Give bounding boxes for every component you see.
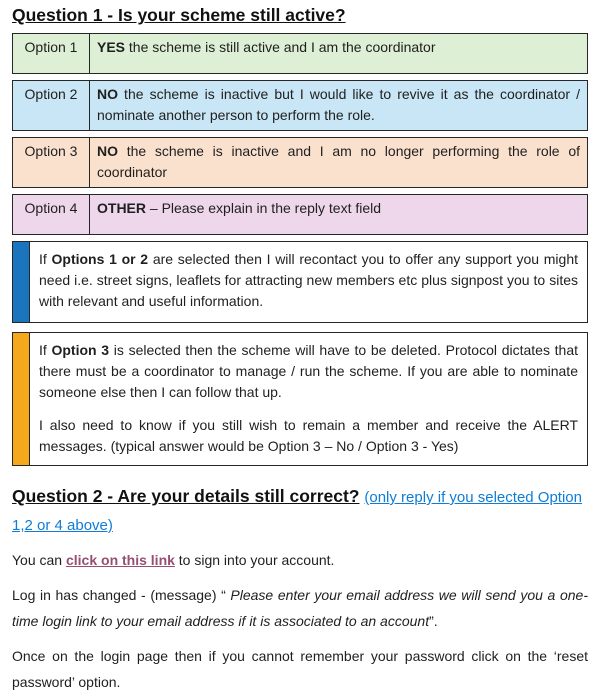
option-2-row (12, 80, 588, 131)
question2-heading (12, 483, 588, 539)
sign-in-link[interactable]: click on this link (65, 552, 175, 568)
support-note-prefix: If (39, 251, 52, 267)
option-3-lead: NO (97, 143, 118, 159)
option-2-label: Option 2 (24, 86, 78, 102)
option-1-text: the scheme is still active and I am the coordinator (125, 39, 436, 55)
support-note-text (30, 242, 587, 322)
support-note-body: are selected then I will recontact you to offer any support you might need i.e. street signs, leaflets for attracting new members etc plus signpost you to sites with relevant and useful information. (39, 251, 579, 309)
blue-bar (13, 242, 30, 322)
question1-heading: Question 1 - Is your scheme still active? (12, 5, 346, 25)
deletion-note-prefix: If (39, 342, 52, 358)
question2-heading-text: Question 2 - Are your details still correct? (12, 486, 360, 506)
support-note-box (12, 241, 588, 323)
option-4-text-cell (90, 195, 587, 234)
option-2-text-cell (90, 81, 587, 130)
sign-in-suffix: to sign into your account. (174, 552, 335, 568)
option-4-lead: OTHER (97, 200, 146, 216)
login-changed-message: Please enter your email address we will send you a one-time login link to your email address if it is associated to an account (12, 587, 588, 629)
login-changed-paragraph (12, 582, 588, 634)
option-4-text: – Please explain in the reply text field (146, 200, 382, 216)
only-reply-link[interactable]: (only reply if you selected Option 1,2 or 4 above) (12, 489, 582, 534)
option-3-label: Option 3 (24, 143, 78, 159)
yellow-bar (13, 333, 30, 465)
option-1-lead: YES (97, 39, 126, 55)
option-4-label: Option 4 (24, 200, 78, 216)
deletion-note-paragraph2: I also need to know if you still wish to remain a member and receive the ALERT messages. (typical answer would be Option 3 – No / Option 3 - Yes) (39, 417, 578, 454)
option-1-row (12, 33, 588, 74)
login-changed-suffix: ”. (429, 613, 438, 629)
deletion-note-text (30, 333, 587, 465)
option-1-text-cell (90, 34, 587, 73)
sign-in-prefix: You can (12, 552, 66, 568)
deletion-note-body: is selected then the scheme will have to be deleted. Protocol dictates that there must be a coordinator to manage / run the scheme. If you are able to nominate someone else then I can follow that up. (39, 342, 578, 400)
sign-in-paragraph (12, 547, 588, 573)
deletion-note-bold: Option 3 (51, 342, 110, 358)
support-note-bold: Options 1 or 2 (51, 251, 149, 267)
option-3-row (12, 137, 588, 188)
option-2-lead: NO (97, 86, 118, 102)
option-4-row (12, 194, 588, 235)
option-1-label-cell (13, 34, 90, 73)
login-changed-prefix: Log in has changed - (message) “ (12, 587, 231, 603)
option-3-text: the scheme is inactive and I am no longer performing the role of coordinator (97, 143, 580, 180)
reset-password-paragraph: Once on the login page then if you cannot remember your password click on the ‘reset password’ option. (12, 648, 588, 690)
option-2-label-cell (13, 81, 90, 130)
option-3-text-cell (90, 138, 587, 187)
deletion-note-box (12, 332, 588, 466)
option-3-label-cell (13, 138, 90, 187)
option-4-label-cell (13, 195, 90, 234)
option-1-label: Option 1 (24, 39, 78, 55)
option-2-text: the scheme is inactive but I would like to revive it as the coordinator / nominate another person to perform the role. (97, 86, 580, 123)
